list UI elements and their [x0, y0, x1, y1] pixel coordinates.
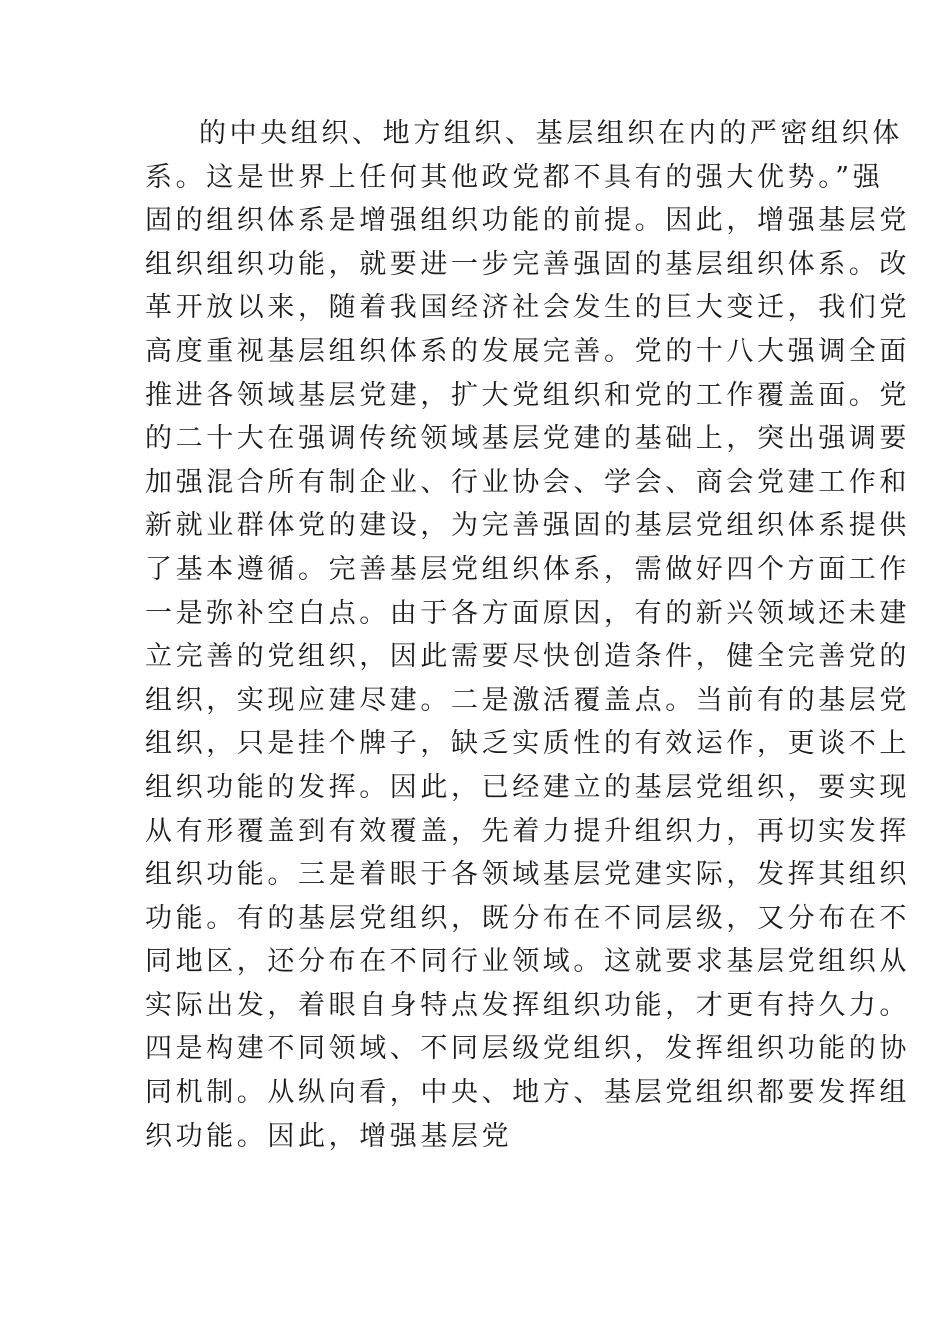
text-line: 固的组织体系是增强组织功能的前提。因此，增强基层党: [145, 205, 910, 237]
text-line: 同机制。从纵向看，中央、地方、基层党组织都要发挥组: [145, 1077, 910, 1109]
text-line: 组织，只是挂个牌子，缺乏实质性的有效运作，更谈不上: [145, 728, 910, 760]
text-line: 的二十大在强调传统领域基层党建的基础上，突出强调要: [145, 423, 910, 455]
text-line: 组织，实现应建尽建。二是激活覆盖点。当前有的基层党: [145, 684, 910, 716]
text-line: 新就业群体党的建设，为完善强固的基层党组织体系提供: [145, 510, 910, 542]
text-line: 同地区，还分布在不同行业领域。这就要求基层党组织从: [145, 946, 910, 978]
text-line: 组织功能。三是着眼于各领域基层党建实际，发挥其组织: [145, 859, 910, 891]
text-line: 实际出发，着眼自身特点发挥组织功能，才更有持久力。: [145, 989, 910, 1021]
text-line: 四是构建不同领域、不同层级党组织，发挥组织功能的协: [145, 1033, 910, 1065]
text-line: 功能。有的基层党组织，既分布在不同层级，又分布在不: [145, 902, 910, 934]
text-line: 高度重视基层组织体系的发展完善。党的十八大强调全面: [145, 335, 910, 367]
text-line: 立完善的党组织，因此需要尽快创造条件，健全完善党的: [145, 641, 910, 673]
text-line: 推进各领域基层党建，扩大党组织和党的工作覆盖面。党: [145, 379, 910, 411]
text-line: 系。这是世界上任何其他政党都不具有的强大优势。”强: [145, 161, 884, 193]
text-line: 了基本遵循。完善基层党组织体系，需做好四个方面工作: [145, 553, 910, 585]
text-line: 一是弥补空白点。由于各方面原因，有的新兴领域还未建: [145, 597, 910, 629]
text-line: 的中央组织、地方组织、基层组织在内的严密组织体: [199, 118, 903, 149]
text-line: 加强混合所有制企业、行业协会、学会、商会党建工作和: [145, 466, 910, 498]
body-text: [145, 112, 910, 1158]
text-line: 组织组织功能，就要进一步完善强固的基层组织体系。改: [145, 248, 910, 280]
text-line: 织功能。因此，增强基层党: [145, 1120, 513, 1152]
text-line: 从有形覆盖到有效覆盖，先着力提升组织力，再切实发挥: [145, 815, 910, 847]
text-line: 组织功能的发挥。因此，已经建立的基层党组织，要实现: [145, 771, 910, 803]
text-line: 革开放以来，随着我国经济社会发生的巨大变迁，我们党: [145, 292, 910, 324]
